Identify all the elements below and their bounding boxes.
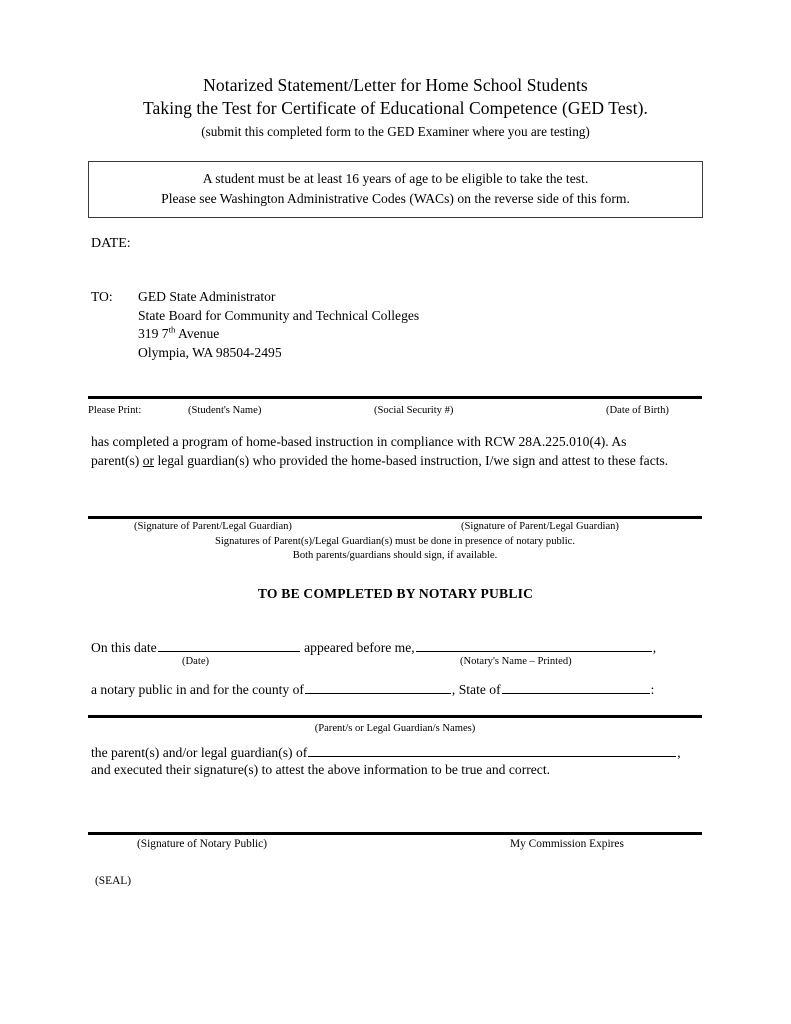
addressee-organization: State Board for Community and Technical Colleges xyxy=(138,307,420,323)
title-line-2: Taking the Test for Certificate of Educational Competence (GED Test). xyxy=(142,98,649,118)
parent-of-label: the parent(s) and/or legal guardian(s) of xyxy=(91,745,308,760)
parent-signature-rule xyxy=(88,516,702,519)
notary-date-blank[interactable] xyxy=(158,638,300,652)
date-label: DATE: xyxy=(91,236,131,251)
notary-signature-rule xyxy=(88,832,702,835)
notary-section-heading: TO BE COMPLETED BY NOTARY PUBLIC xyxy=(257,586,534,601)
statement-line-2 xyxy=(91,451,705,470)
county-state-colon: : xyxy=(650,682,655,697)
student-info-rule xyxy=(88,396,702,399)
student-name-caption: (Student's Name) xyxy=(188,405,262,416)
commission-expires-caption: My Commission Expires xyxy=(510,838,624,850)
notary-date-caption: (Date) xyxy=(182,656,210,667)
addressee-block xyxy=(91,288,419,362)
guardian-names-caption-row xyxy=(88,723,702,737)
statement-paragraph xyxy=(91,432,705,470)
statement-line-2-suffix: legal guardian(s) who provided the home-based instruction, I/we sign and attest to these facts. xyxy=(154,453,669,468)
notary-name-blank[interactable] xyxy=(416,638,652,652)
please-print-label: Please Print: xyxy=(88,405,142,416)
parent-of-line xyxy=(91,743,681,762)
on-this-date-label: On this date xyxy=(91,640,157,655)
seal-label: (SEAL) xyxy=(95,875,132,887)
notary-signature-caption: (Signature of Notary Public) xyxy=(137,838,268,850)
parent-of-trailing-comma: , xyxy=(677,745,681,760)
statement-line-1: has completed a program of home-based instruction in compliance with RCW 28A.225.010(4). As xyxy=(91,434,627,449)
street-number: 319 7 xyxy=(138,326,169,341)
parent-of-blank[interactable] xyxy=(308,743,676,757)
state-label: , State of xyxy=(451,682,501,697)
signature-note-1: Signatures of Parent(s)/Legal Guardian(s) must be done in presence of notary public. xyxy=(214,536,576,547)
parent-signature-captions xyxy=(88,521,702,535)
title-subtitle: (submit this completed form to the GED Examiner where you are testing) xyxy=(201,124,590,139)
county-label: a notary public in and for the county of xyxy=(91,682,304,697)
county-blank[interactable] xyxy=(305,680,451,694)
guardian-names-caption: (Parent/s or Legal Guardian/s Names) xyxy=(314,723,476,734)
guardian-names-rule xyxy=(88,715,702,718)
notice-line-2: Please see Washington Administrative Codes (WACs) on the reverse side of this form. xyxy=(161,190,630,206)
statement-line-2-prefix: parent(s) xyxy=(91,453,143,468)
parent-signature-right-caption: (Signature of Parent/Legal Guardian) xyxy=(461,521,619,532)
state-blank[interactable] xyxy=(502,680,650,694)
street-ordinal: th xyxy=(168,324,176,335)
notary-name-caption: (Notary's Name – Printed) xyxy=(460,656,572,667)
date-of-birth-caption: (Date of Birth) xyxy=(606,405,669,416)
social-security-caption: (Social Security #) xyxy=(374,405,454,416)
street-name: Avenue xyxy=(175,326,220,341)
addressee-city-state-zip: Olympia, WA 98504-2495 xyxy=(138,344,282,360)
appearance-trailing-comma: , xyxy=(652,640,657,655)
notary-appearance-line xyxy=(91,638,656,657)
statement-line-2-underlined: or xyxy=(142,453,155,468)
parent-signature-left-caption: (Signature of Parent/Legal Guardian) xyxy=(134,521,292,532)
executed-line: and executed their signature(s) to attest the above information to be true and correct. xyxy=(91,762,550,777)
signature-note-2: Both parents/guardians should sign, if available. xyxy=(292,550,498,561)
appeared-before-me-label: appeared before me, xyxy=(304,640,415,655)
notice-line-1: A student must be at least 16 years of age to be eligible to take the test. xyxy=(202,171,589,186)
eligibility-notice-box xyxy=(88,161,703,218)
addressee-name: GED State Administrator xyxy=(138,289,276,304)
student-info-captions xyxy=(88,405,702,419)
notary-signature-captions xyxy=(88,838,702,852)
page-title xyxy=(88,74,703,142)
addressee-street xyxy=(138,325,419,344)
to-label: TO: xyxy=(91,289,113,304)
notary-county-state-line xyxy=(91,680,654,699)
title-line-1: Notarized Statement/Letter for Home School Students xyxy=(203,75,588,95)
